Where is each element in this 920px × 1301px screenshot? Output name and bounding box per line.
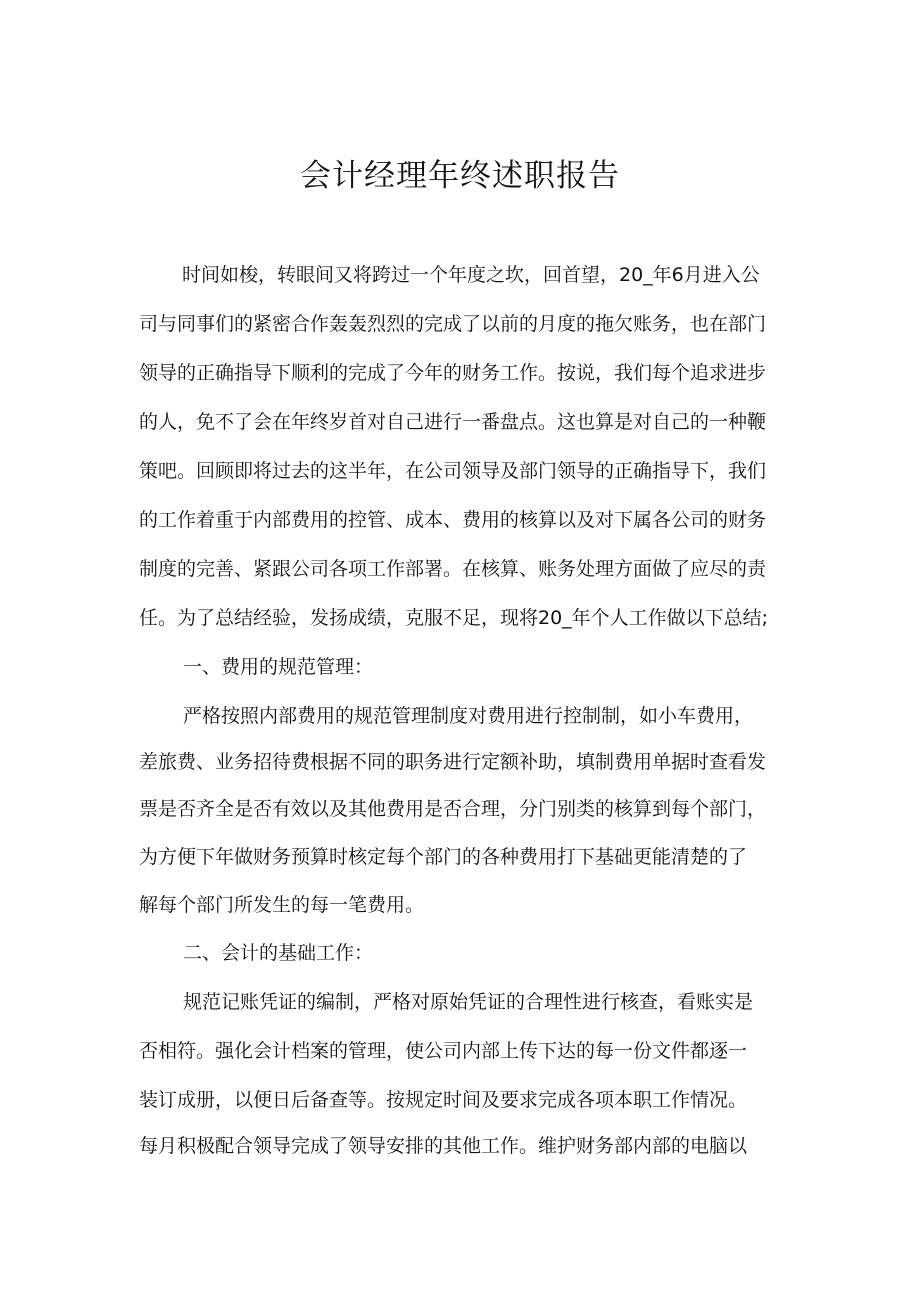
paragraph-line: 严格按照内部费用的规范管理制度对费用进行控制制，如小车费用， bbox=[183, 705, 754, 727]
paragraph-line: 制度的完善、紧跟公司各项工作部署。在核算、账务处理方面做了应尽的责 bbox=[139, 558, 767, 580]
section-heading: 二、会计的基础工作： bbox=[183, 942, 374, 964]
paragraph-line: 的人，免不了会在年终岁首对自己进行一番盘点。这也算是对自己的一种鞭 bbox=[139, 411, 767, 433]
paragraph-line: 为方便下年做财务预算时核定每个部门的各种费用打下基础更能清楚的了 bbox=[139, 846, 748, 868]
paragraph-line: 领导的正确指导下顺利的完成了今年的财务工作。按说，我们每个追求进步 bbox=[139, 362, 767, 384]
paragraph-line: 司与同事们的紧密合作轰轰烈烈的完成了以前的月度的拖欠账务，也在部门 bbox=[139, 313, 767, 335]
paragraph-line: 规范记账凭证的编制，严格对原始凭证的合理性进行核查，看账实是 bbox=[183, 991, 754, 1013]
paragraph-line: 时间如梭，转眼间又将跨过一个年度之坎，回首望，20_年6月进入公 bbox=[182, 264, 760, 286]
document-title: 会计经理年终述职报告 bbox=[300, 158, 620, 194]
paragraph-line: 每月积极配合领导完成了领导安排的其他工作。维护财务部内部的电脑以 bbox=[139, 1135, 748, 1157]
paragraph-line: 差旅费、业务招待费根据不同的职务进行定额补助，填制费用单据时查看发 bbox=[139, 751, 767, 773]
paragraph-line: 的工作着重于内部费用的控管、成本、费用的核算以及对下属各公司的财务 bbox=[139, 509, 767, 531]
paragraph-line: 解每个部门所发生的每一笔费用。 bbox=[139, 894, 425, 916]
paragraph-line: 票是否齐全是否有效以及其他费用是否合理，分门别类的核算到每个部门， bbox=[139, 798, 767, 820]
section-heading: 一、费用的规范管理： bbox=[183, 656, 374, 678]
paragraph-line: 否相符。强化会计档案的管理，使公司内部上传下达的每一份文件都逐一 bbox=[139, 1040, 748, 1062]
paragraph-line: 任。为了总结经验，发扬成绩，克服不足，现将20_年个人工作做以下总结; bbox=[139, 607, 769, 629]
paragraph-line: 策吧。回顾即将过去的这半年，在公司领导及部门领导的正确指导下，我们 bbox=[139, 460, 767, 482]
paragraph-line: 装订成册，以便日后备查等。按规定时间及要求完成各项本职工作情况。 bbox=[139, 1089, 748, 1111]
